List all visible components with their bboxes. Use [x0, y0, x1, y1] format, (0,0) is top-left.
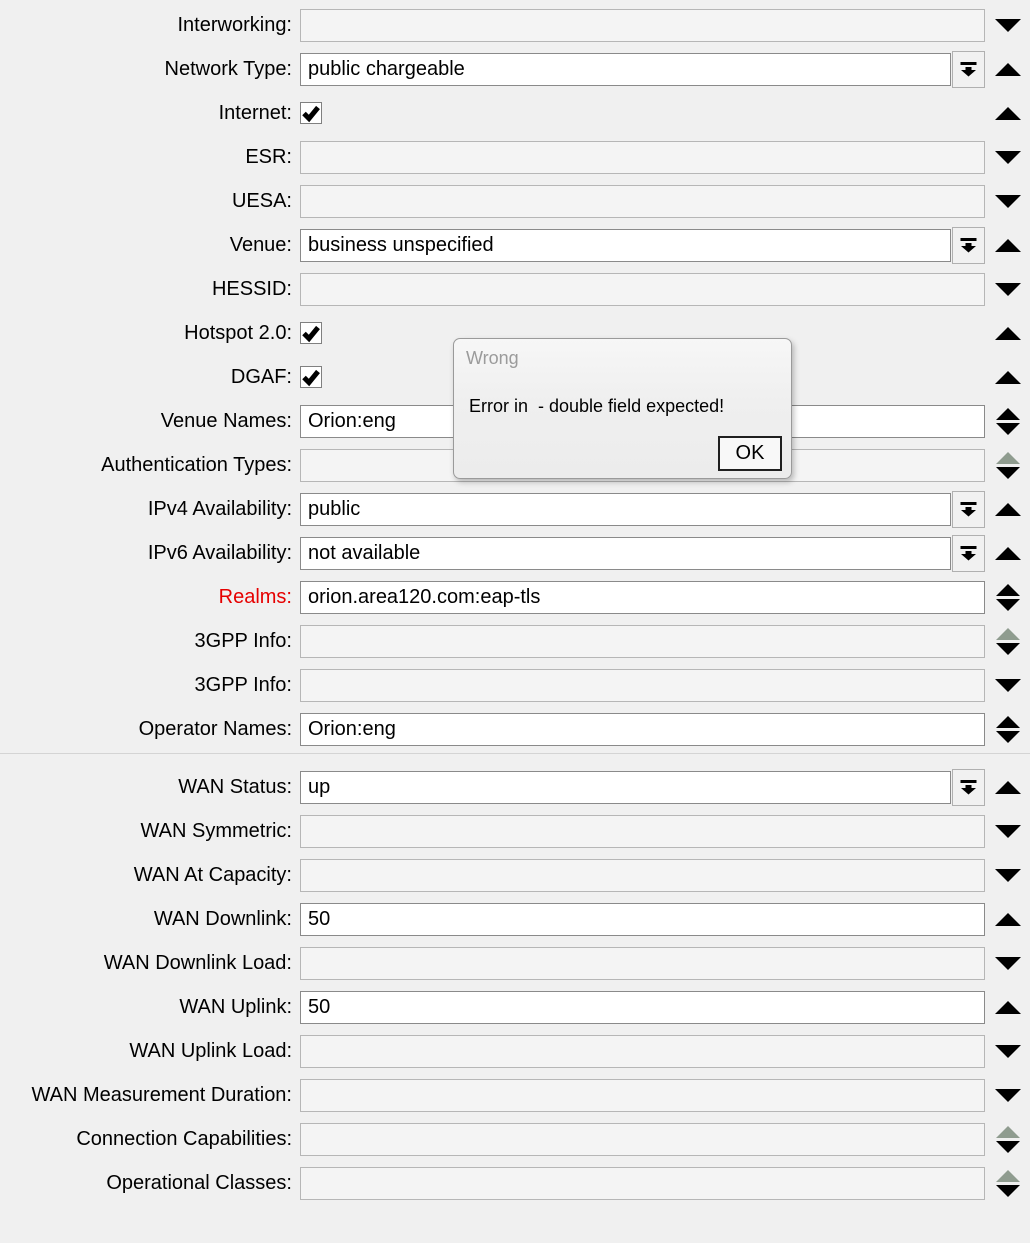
form-row-realms	[0, 575, 1030, 619]
form-row-hessid	[0, 267, 1030, 311]
ipv4-availability-input[interactable]	[300, 493, 951, 526]
uesa-label: UESA:	[231, 189, 292, 212]
venue-field-zone	[292, 227, 985, 264]
form-row-3gpp-info	[0, 619, 1030, 663]
up-arrow-button	[996, 1170, 1020, 1182]
ipv4-availability-value: public	[308, 497, 361, 520]
venue-value: business unspecified	[308, 233, 494, 256]
hessid-input[interactable]	[300, 273, 985, 306]
connection-capabilities-input[interactable]	[300, 1123, 985, 1156]
esr-input[interactable]	[300, 141, 985, 174]
wan-status-value: up	[308, 775, 331, 798]
form-row-operator-names	[0, 707, 1030, 751]
wan-symmetric-label: WAN Symmetric:	[140, 819, 292, 842]
dropdown-arrow-icon	[960, 237, 977, 253]
ipv6-availability-field-zone	[292, 535, 985, 572]
3gpp-info-arrow-zone	[985, 679, 1030, 692]
down-arrow-button[interactable]	[995, 869, 1021, 882]
wan-status-arrow-zone	[985, 781, 1030, 794]
dgaf-checkbox[interactable]	[300, 366, 322, 388]
wan-status-dropdown-button[interactable]	[952, 769, 985, 806]
wan-status-input[interactable]	[300, 771, 951, 804]
wan-symmetric-input[interactable]	[300, 815, 985, 848]
network-type-field-zone	[292, 51, 985, 88]
wan-downlink-input[interactable]	[300, 903, 985, 936]
operator-names-value: Orion:eng	[308, 717, 396, 740]
wan-measurement-duration-input[interactable]	[300, 1079, 985, 1112]
down-arrow-button[interactable]	[995, 283, 1021, 296]
wan-uplink-label: WAN Uplink:	[179, 995, 292, 1018]
wan-downlink-field-zone	[292, 903, 985, 936]
3gpp-info-input[interactable]	[300, 669, 985, 702]
up-arrow-button[interactable]	[995, 327, 1021, 340]
venue-input[interactable]	[300, 229, 951, 262]
interworking-arrow-zone	[985, 19, 1030, 32]
wan-measurement-duration-arrow-zone	[985, 1089, 1030, 1102]
venue-names-arrow-zone	[985, 408, 1030, 435]
3gpp-info-field-zone	[292, 669, 985, 702]
up-arrow-button[interactable]	[996, 584, 1020, 596]
authentication-types-label: Authentication Types:	[101, 453, 292, 476]
error-dialog	[453, 338, 792, 479]
form-row-wan-downlink	[0, 897, 1030, 941]
up-arrow-button	[996, 452, 1020, 464]
form-row-wan-measurement-duration	[0, 1073, 1030, 1117]
dialog-error-message: Error in - double field expected!	[469, 396, 725, 416]
hotspot-2-0-checkbox[interactable]	[300, 322, 322, 344]
operational-classes-input[interactable]	[300, 1167, 985, 1200]
3gpp-info-label: 3GPP Info:	[194, 629, 292, 652]
venue-names-label: Venue Names:	[160, 409, 292, 432]
hotspot-2-0-label: Hotspot 2.0:	[184, 321, 292, 344]
operator-names-up-down-buttons	[996, 716, 1020, 743]
interworking-input[interactable]	[300, 9, 985, 42]
wan-downlink-load-field-zone	[292, 947, 985, 980]
authentication-types-arrow-zone	[985, 452, 1030, 479]
uesa-input[interactable]	[300, 185, 985, 218]
dgaf-arrow-zone	[985, 371, 1030, 384]
realms-input[interactable]	[300, 581, 985, 614]
wan-at-capacity-field-zone	[292, 859, 985, 892]
dropdown-arrow-icon	[960, 501, 977, 517]
up-arrow-button[interactable]	[996, 716, 1020, 728]
3gpp-info-input[interactable]	[300, 625, 985, 658]
wan-uplink-field-zone	[292, 991, 985, 1024]
internet-field-zone	[292, 102, 985, 124]
wan-downlink-load-label: WAN Downlink Load:	[103, 951, 292, 974]
ipv6-availability-dropdown-button[interactable]	[952, 535, 985, 572]
hessid-label: HESSID:	[211, 277, 292, 300]
connection-capabilities-arrow-zone	[985, 1126, 1030, 1153]
down-arrow-button[interactable]	[996, 731, 1020, 743]
wan-uplink-load-label: WAN Uplink Load:	[129, 1039, 292, 1062]
wan-downlink-value: 50	[308, 907, 331, 930]
venue-dropdown-button[interactable]	[952, 227, 985, 264]
network-type-arrow-zone	[985, 63, 1030, 76]
section-separator	[0, 753, 1030, 754]
operator-names-field-zone	[292, 713, 985, 746]
wan-status-label: WAN Status:	[178, 775, 292, 798]
wan-uplink-input[interactable]	[300, 991, 985, 1024]
connection-capabilities-field-zone	[292, 1123, 985, 1156]
esr-field-zone	[292, 141, 985, 174]
down-arrow-button[interactable]	[995, 825, 1021, 838]
ipv6-availability-value: not available	[308, 541, 421, 564]
realms-value: orion.area120.com:eap-tls	[308, 585, 541, 608]
hessid-field-zone	[292, 273, 985, 306]
interworking-label: Interworking:	[177, 13, 292, 36]
uesa-arrow-zone	[985, 195, 1030, 208]
form-row-wan-symmetric	[0, 809, 1030, 853]
operational-classes-label: Operational Classes:	[106, 1171, 292, 1194]
wan-symmetric-arrow-zone	[985, 825, 1030, 838]
down-arrow-button[interactable]	[995, 679, 1021, 692]
down-arrow-button[interactable]	[996, 467, 1020, 479]
realms-label: Realms:	[218, 585, 292, 608]
interworking-field-zone	[292, 9, 985, 42]
wan-uplink-load-field-zone	[292, 1035, 985, 1068]
ipv4-availability-dropdown-button[interactable]	[952, 491, 985, 528]
network-type-dropdown-button[interactable]	[952, 51, 985, 88]
hessid-arrow-zone	[985, 283, 1030, 296]
down-arrow-button[interactable]	[996, 1141, 1020, 1153]
venue-names-up-down-buttons	[996, 408, 1020, 435]
form-row-venue	[0, 223, 1030, 267]
form-row-ipv6-availability	[0, 531, 1030, 575]
esr-arrow-zone	[985, 151, 1030, 164]
form-row-uesa	[0, 179, 1030, 223]
3gpp-info-label: 3GPP Info:	[194, 673, 292, 696]
form-row-network-type	[0, 47, 1030, 91]
wan-uplink-load-arrow-zone	[985, 1045, 1030, 1058]
venue-arrow-zone	[985, 239, 1030, 252]
wan-downlink-load-arrow-zone	[985, 957, 1030, 970]
dgaf-label: DGAF:	[230, 365, 292, 388]
up-arrow-button[interactable]	[995, 913, 1021, 926]
form-row-interworking	[0, 3, 1030, 47]
form-row-wan-uplink-load	[0, 1029, 1030, 1073]
realms-arrow-zone	[985, 584, 1030, 611]
up-arrow-button[interactable]	[995, 1001, 1021, 1014]
form-row-wan-status	[0, 765, 1030, 809]
uesa-field-zone	[292, 185, 985, 218]
form-row-internet	[0, 91, 1030, 135]
form-row-wan-uplink	[0, 985, 1030, 1029]
dialog-title: Wrong	[466, 348, 519, 368]
wan-at-capacity-arrow-zone	[985, 869, 1030, 882]
up-arrow-button[interactable]	[995, 107, 1021, 120]
authentication-types-up-down-buttons	[996, 452, 1020, 479]
down-arrow-button[interactable]	[995, 1089, 1021, 1102]
esr-label: ESR:	[245, 145, 292, 168]
connection-capabilities-label: Connection Capabilities:	[76, 1127, 292, 1150]
wan-at-capacity-input[interactable]	[300, 859, 985, 892]
network-type-input[interactable]	[300, 53, 951, 86]
down-arrow-button[interactable]	[996, 599, 1020, 611]
realms-up-down-buttons	[996, 584, 1020, 611]
checkmark-icon	[301, 323, 321, 343]
3gpp-info-arrow-zone	[985, 628, 1030, 655]
connection-capabilities-up-down-buttons	[996, 1126, 1020, 1153]
ipv6-availability-input[interactable]	[300, 537, 951, 570]
operational-classes-up-down-buttons	[996, 1170, 1020, 1197]
down-arrow-button[interactable]	[995, 195, 1021, 208]
form-row-wan-downlink-load	[0, 941, 1030, 985]
down-arrow-button[interactable]	[995, 151, 1021, 164]
wan-uplink-arrow-zone	[985, 1001, 1030, 1014]
wan-downlink-label: WAN Downlink:	[153, 907, 292, 930]
wan-measurement-duration-field-zone	[292, 1079, 985, 1112]
form-row-connection-capabilities	[0, 1117, 1030, 1161]
down-arrow-button[interactable]	[996, 643, 1020, 655]
wan-measurement-duration-label: WAN Measurement Duration:	[31, 1083, 292, 1106]
form-row-3gpp-info	[0, 663, 1030, 707]
wan-status-field-zone	[292, 769, 985, 806]
ipv4-availability-field-zone	[292, 491, 985, 528]
network-type-value: public chargeable	[308, 57, 465, 80]
up-arrow-button[interactable]	[995, 547, 1021, 560]
venue-label: Venue:	[229, 233, 292, 256]
wan-downlink-load-input[interactable]	[300, 947, 985, 980]
up-arrow-button[interactable]	[995, 503, 1021, 516]
down-arrow-button[interactable]	[995, 1045, 1021, 1058]
venue-names-value: Orion:eng	[308, 409, 396, 432]
up-arrow-button[interactable]	[996, 408, 1020, 420]
form-row-ipv4-availability	[0, 487, 1030, 531]
down-arrow-button[interactable]	[995, 957, 1021, 970]
down-arrow-button[interactable]	[995, 19, 1021, 32]
operational-classes-field-zone	[292, 1167, 985, 1200]
ipv6-availability-label: IPv6 Availability:	[147, 541, 292, 564]
up-arrow-button[interactable]	[995, 781, 1021, 794]
dropdown-arrow-icon	[960, 545, 977, 561]
up-arrow-button[interactable]	[995, 371, 1021, 384]
checkmark-icon	[301, 103, 321, 123]
up-arrow-button[interactable]	[995, 63, 1021, 76]
ipv4-availability-arrow-zone	[985, 503, 1030, 516]
internet-checkbox[interactable]	[300, 102, 322, 124]
dropdown-arrow-icon	[960, 61, 977, 77]
dropdown-arrow-icon	[960, 779, 977, 795]
checkmark-icon	[301, 367, 321, 387]
wan-symmetric-field-zone	[292, 815, 985, 848]
hotspot-2-0-arrow-zone	[985, 327, 1030, 340]
operator-names-label: Operator Names:	[138, 717, 292, 740]
network-type-label: Network Type:	[164, 57, 292, 80]
operator-names-arrow-zone	[985, 716, 1030, 743]
wan-uplink-load-input[interactable]	[300, 1035, 985, 1068]
ipv6-availability-arrow-zone	[985, 547, 1030, 560]
form-row-wan-at-capacity	[0, 853, 1030, 897]
ipv4-availability-label: IPv4 Availability:	[147, 497, 292, 520]
wan-downlink-arrow-zone	[985, 913, 1030, 926]
down-arrow-button[interactable]	[996, 1185, 1020, 1197]
up-arrow-button	[996, 1126, 1020, 1138]
internet-label: Internet:	[218, 101, 292, 124]
internet-arrow-zone	[985, 107, 1030, 120]
up-arrow-button	[996, 628, 1020, 640]
operational-classes-arrow-zone	[985, 1170, 1030, 1197]
dialog-ok-button[interactable]: OK	[718, 436, 782, 471]
down-arrow-button[interactable]	[996, 423, 1020, 435]
3gpp-info-up-down-buttons	[996, 628, 1020, 655]
wan-uplink-value: 50	[308, 995, 331, 1018]
up-arrow-button[interactable]	[995, 239, 1021, 252]
form-row-esr	[0, 135, 1030, 179]
wan-at-capacity-label: WAN At Capacity:	[133, 863, 292, 886]
3gpp-info-field-zone	[292, 625, 985, 658]
form-row-operational-classes	[0, 1161, 1030, 1205]
operator-names-input[interactable]	[300, 713, 985, 746]
realms-field-zone	[292, 581, 985, 614]
